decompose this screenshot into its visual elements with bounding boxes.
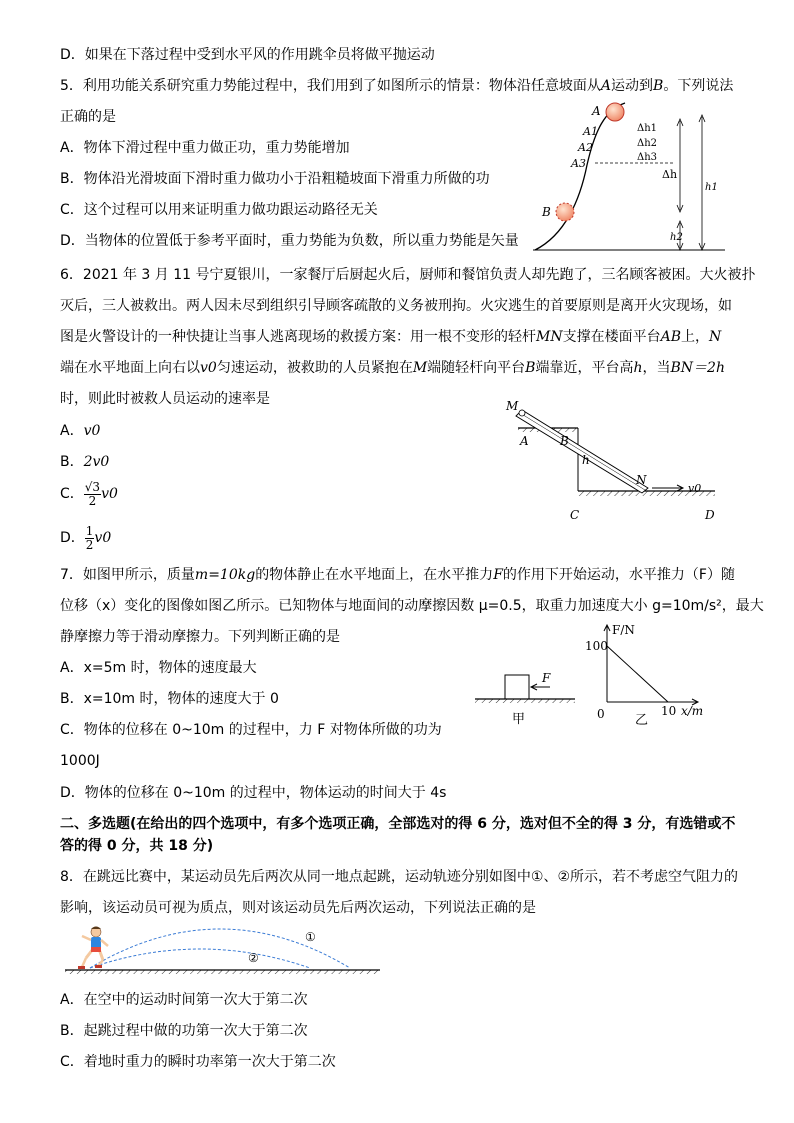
label-a1: A1 <box>583 125 598 138</box>
q7-option-a: A．x=5m 时，物体的速度最大 <box>60 660 257 676</box>
label-circle-2: ② <box>248 951 259 965</box>
y-tick-100: 100 <box>585 639 608 653</box>
q6-text: 端随轻杆向平台 <box>427 360 526 376</box>
q7-block-figure <box>470 665 580 725</box>
q5-point-a: A <box>600 78 612 94</box>
q6-end-b: B <box>525 360 536 376</box>
q7-stem-line1 <box>60 566 735 584</box>
option-label: C． <box>60 486 84 502</box>
denominator: 2 <box>85 537 94 552</box>
q8-option-c: C．着地时重力的瞬时功率第一次大于第二次 <box>60 1054 336 1070</box>
label-dh: Δh <box>662 168 678 181</box>
x-tick-10: 10 <box>661 704 677 718</box>
label-dh3: Δh3 <box>637 152 658 163</box>
label-h2: h2 <box>670 232 683 243</box>
label-b: B <box>542 205 551 219</box>
q5-slope-figure <box>525 95 735 255</box>
label-f: F <box>542 671 551 685</box>
label-circle-1: ① <box>305 930 316 944</box>
q6-end-m: M <box>412 360 428 376</box>
q7-text: 的物体静止在水平地面上，在水平推力 <box>255 567 494 583</box>
q7-text: 的作用下开始运动，水平推力（F）随 <box>502 567 735 583</box>
option-value: v0 <box>83 423 101 439</box>
ball-b <box>556 203 574 221</box>
label-dh2: Δh2 <box>637 138 658 149</box>
q7-force: F <box>493 567 503 583</box>
label-a3: A3 <box>571 157 586 170</box>
denominator: 2 <box>88 493 97 508</box>
q5-stem-text-c: 。下列说法 <box>663 78 734 94</box>
rescuee <box>519 410 525 416</box>
y-axis-label: F/N <box>612 623 635 637</box>
q7-stem-line3: 静摩擦力等于滑动摩擦力。下列判断正确的是 <box>60 629 340 645</box>
label-m: M <box>506 399 519 413</box>
label-h1: h1 <box>705 182 718 193</box>
q7-mass: m=10kg <box>194 567 256 583</box>
x-axis-label: x/m <box>681 704 704 718</box>
q6-option-a <box>60 422 100 440</box>
q7-force-chart <box>585 622 715 726</box>
q4-option-d: D．如果在下落过程中受到水平风的作用跳伞员将做平抛运动 <box>60 47 435 63</box>
force-series-line <box>607 646 668 702</box>
q7-option-c-line1: C．物体的位移在 0~10m 的过程中，力 F 对物体所做的功为 <box>60 722 442 738</box>
q7-stem-line2: 位移（x）变化的图像如图乙所示。已知物体与地面间的动摩擦因数 μ=0.5，取重力加速度大小 g=10m/s²，最大 <box>60 598 764 614</box>
label-c: C <box>570 508 580 522</box>
q6-option-c <box>60 477 118 511</box>
numerator: 1 <box>85 523 94 538</box>
q5-stem-text: 5．利用功能关系研究重力势能过程中，我们用到了如图所示的情景：物体沿任意坡面从 <box>60 78 601 94</box>
q7-text: 7．如图甲所示，质量 <box>60 567 195 583</box>
q6-stem-line2: 灭后，三人被救出。两人因未尽到组织引导顾客疏散的义务被刑拘。火灾逃生的首要原则是离开火灾现场，如 <box>60 298 732 314</box>
label-jia: 甲 <box>512 712 526 725</box>
q5-option-b: B．物体沿光滑坡面下滑时重力做功小于沿粗糙坡面下滑重力所做的功 <box>60 171 490 187</box>
slope-curve <box>535 103 625 250</box>
fraction <box>84 481 101 508</box>
label-b: B <box>560 434 569 448</box>
label-a: A <box>520 434 529 448</box>
label-dh1: Δh1 <box>637 123 658 134</box>
q6-height-h: h <box>633 360 643 376</box>
q5-stem-line2: 正确的是 <box>60 109 116 125</box>
q6-rescue-figure <box>500 398 730 526</box>
q6-text: 支撑在楼面平台 <box>562 329 661 345</box>
q5-point-b: B <box>653 78 664 94</box>
q6-text: 上， <box>681 329 709 345</box>
q6-text: 匀速运动，被救助的人员紧抱在 <box>216 360 413 376</box>
q5-stem-line1 <box>60 77 733 95</box>
option-label: D． <box>60 530 85 546</box>
chart-title-yi: 乙 <box>635 713 649 726</box>
q5-stem-text-b: 运动到 <box>611 78 654 94</box>
fraction <box>85 525 95 552</box>
option-label: A． <box>60 423 84 439</box>
block <box>505 675 529 699</box>
q6-stem-line3 <box>60 328 721 346</box>
option-value: v0 <box>94 530 112 546</box>
q5-option-a: A．物体下滑过程中重力做正功，重力势能增加 <box>60 140 350 156</box>
label-v0: v0 <box>688 482 702 495</box>
label-n: N <box>636 473 647 487</box>
q6-end-n: N <box>709 329 722 345</box>
q5-option-d: D．当物体的位置低于参考平面时，重力势能为负数，所以重力势能是矢量 <box>60 233 519 249</box>
q6-stem-line4 <box>60 359 725 377</box>
label-d: D <box>705 508 715 522</box>
label-a: A <box>592 104 601 118</box>
trajectory-2 <box>90 949 310 968</box>
q8-long-jump-figure <box>60 920 385 980</box>
q6-text: 端靠近，平台高 <box>535 360 634 376</box>
section2-header-line2: 答的得 0 分，共 18 分) <box>60 838 214 854</box>
label-a2: A2 <box>578 141 593 154</box>
q5-option-c: C．这个过程可以用来证明重力做功跟运动路径无关 <box>60 202 378 218</box>
numerator: √3 <box>84 479 101 494</box>
q7-option-b: B．x=10m 时，物体的速度大于 0 <box>60 691 279 707</box>
q6-option-d <box>60 521 111 555</box>
option-label: B． <box>60 454 84 470</box>
q6-text: 端在水平地面上向右以 <box>60 360 200 376</box>
label-h: h <box>582 453 590 467</box>
q8-option-b: B．起跳过程中做的功第一次大于第二次 <box>60 1023 308 1039</box>
q6-text: 图是火警设计的一种快捷让当事人逃离现场的救援方案：用一根不变形的轻杆 <box>60 329 536 345</box>
q6-text: ，当 <box>642 360 671 376</box>
option-value: v0 <box>101 486 118 502</box>
origin-label: 0 <box>597 707 605 721</box>
q8-option-a: A．在空中的运动时间第一次大于第二次 <box>60 992 308 1008</box>
q8-stem-line1: 8．在跳远比赛中，某运动员先后两次从同一地点起跳，运动轨迹分别如图中①、②所示，若不考虑空气阻力的 <box>60 869 739 885</box>
q7-option-d: D．物体的位移在 0~10m 的过程中，物体运动的时间大于 4s <box>60 785 447 801</box>
q6-v0: v0 <box>200 360 217 376</box>
q6-stem-line5: 时，则此时被救人员运动的速率是 <box>60 391 270 407</box>
q6-bn-condition: BN＝2h <box>670 360 725 376</box>
q7-option-c-line2: 1000J <box>60 753 100 769</box>
runner-icon <box>78 927 108 970</box>
option-value: 2v0 <box>83 454 110 470</box>
section2-header-line1: 二、多选题(在给出的四个选项中，有多个选项正确，全部选对的得 6 分，选对但不全的得 3 分，有选错或不 <box>60 816 736 832</box>
q6-rod-mn: MN <box>536 329 563 345</box>
q8-stem-line2: 影响，该运动员可视为质点，则对该运动员先后两次运动，下列说法正确的是 <box>60 900 536 916</box>
q6-option-b <box>60 453 109 471</box>
ball-a <box>606 103 624 121</box>
q6-stem-line1: 6．2021 年 3 月 11 号宁夏银川，一家餐厅后厨起火后，厨师和餐馆负责人却先跑了，三名顾客被困。大火被扑 <box>60 267 756 283</box>
q6-platform-ab: AB <box>660 329 681 345</box>
